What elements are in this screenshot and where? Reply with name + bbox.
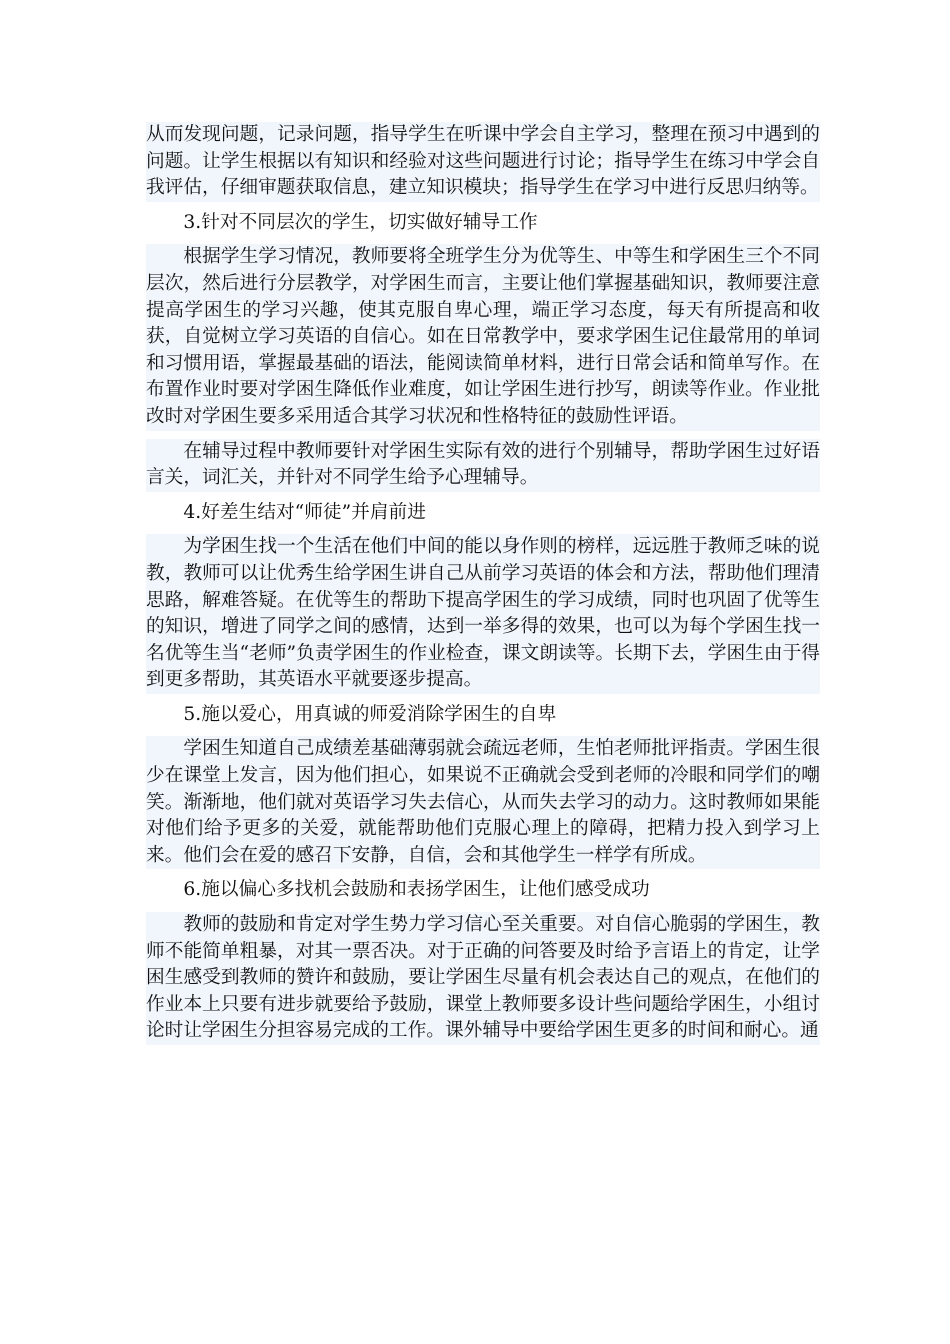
paragraph-6: 教师的鼓励和肯定对学生势力学习信心至关重要。对自信心脆弱的学困生，教师不能简单粗暴，对其一票否决。对于正确的问答要及时给予言语上的肯定，让学困生感受到教师的赞许和鼓励，要让学困生尽量有机会表达自己的观点，在他们的作业本上只要有进步就要给予鼓励，课堂上教师要多设计些问题给学困生，小组讨论时让学困生分担容易完成的工作。课外辅导中要给学困生更多的时间和耐心。通 [146, 912, 820, 1045]
paragraph-4: 为学困生找一个生活在他们中间的能以身作则的榜样，远远胜于教师乏味的说教，教师可以让优秀生给学困生讲自己从前学习英语的体会和方法，帮助他们理清思路，解难答疑。在优等生的帮助下提高学困生的学习成绩，同时也巩固了优等生的知识，增进了同学之间的感情，达到一举多得的效果，也可以为每个学困生找一名优等生当“老师”负责学困生的作业检查，课文朗读等。长期下去，学困生由于得到更多帮助，其英语水平就要逐步提高。 [146, 534, 820, 694]
section-heading-5: 5.施以爱心，用真诚的师爱消除学困生的自卑 [183, 703, 557, 725]
paragraph-3a: 根据学生学习情况，教师要将全班学生分为优等生、中等生和学困生三个不同层次，然后进行分层教学，对学困生而言，主要让他们掌握基础知识，教师要注意提高学困生的学习兴趣，使其克服自卑心理，端正学习态度，每天有所提高和收获，自觉树立学习英语的自信心。如在日常教学中，要求学困生记住最常用的单词和习惯用语，掌握最基础的语法，能阅读简单材料，进行日常会话和简单写作。在布置作业时要对学困生降低作业难度，如让学困生进行抄写，朗读等作业。作业批改时对学困生要多采用适合其学习状况和性格特征的鼓励性评语。 [146, 244, 820, 430]
section-heading-6: 6.施以偏心多找机会鼓励和表扬学困生，让他们感受成功 [183, 879, 650, 901]
document-page [146, 122, 820, 1053]
section-heading-3: 3.针对不同层次的学生，切实做好辅导工作 [183, 211, 538, 233]
paragraph-3b: 在辅导过程中教师要针对学困生实际有效的进行个别辅导，帮助学困生过好语言关，词汇关，并针对不同学生给予心理辅导。 [146, 439, 820, 492]
paragraph-continuation: 从而发现问题，记录问题，指导学生在听课中学会自主学习，整理在预习中遇到的问题。让学生根据以有知识和经验对这些问题进行讨论；指导学生在练习中学会自我评估，仔细审题获取信息，建立知识模块；指导学生在学习中进行反思归纳等。 [146, 122, 820, 202]
section-heading-4: 4.好差生结对“师徒”并肩前进 [183, 501, 426, 523]
paragraph-5: 学困生知道自己成绩差基础薄弱就会疏远老师，生怕老师批评指责。学困生很少在课堂上发言，因为他们担心，如果说不正确就会受到老师的冷眼和同学们的嘲笑。渐渐地，他们就对英语学习失去信心，从而失去学习的动力。这时教师如果能对他们给予更多的关爱，就能帮助他们克服心理上的障碍，把精力投入到学习上来。他们会在爱的感召下安静，自信，会和其他学生一样学有所成。 [146, 736, 820, 869]
